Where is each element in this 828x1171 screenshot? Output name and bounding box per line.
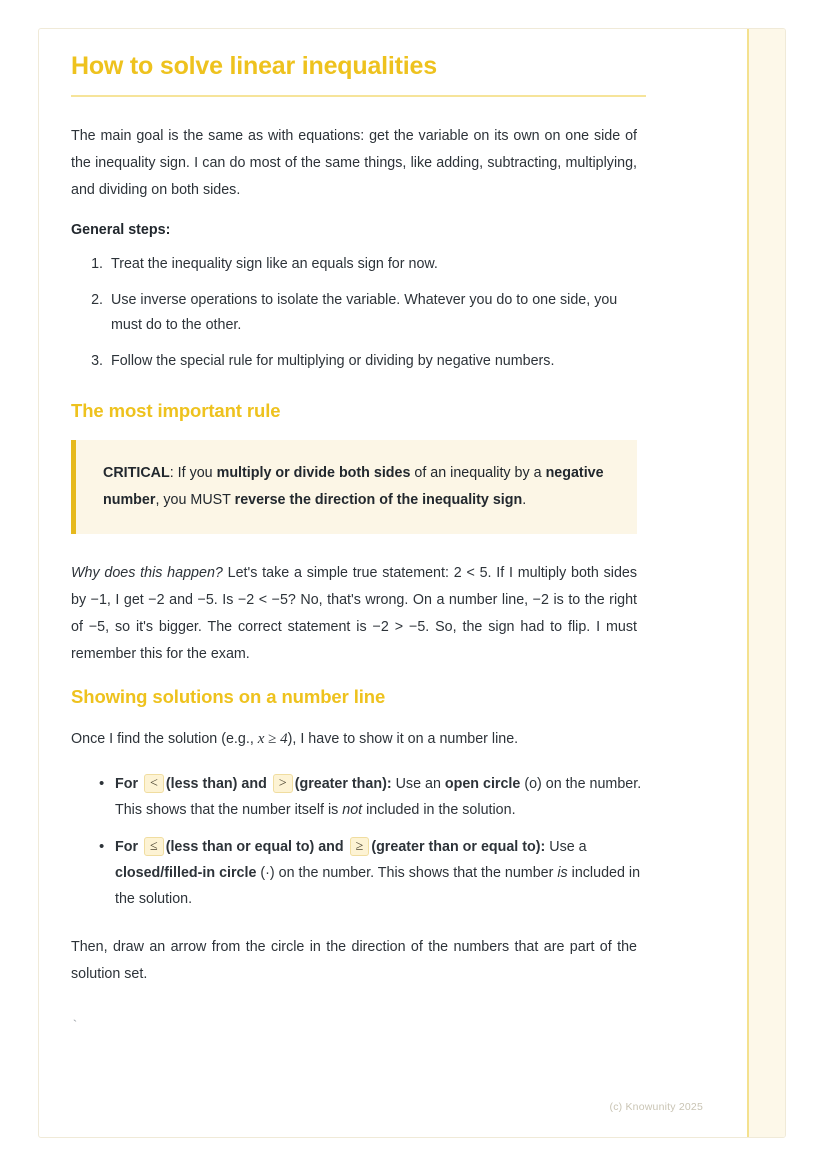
- bullet-text-1: Use an: [391, 776, 445, 792]
- bullet-text-3: included in the solution.: [362, 802, 516, 818]
- numberline-intro: [71, 726, 637, 753]
- bullet-for-label: For: [115, 839, 139, 855]
- list-item: 1. Treat the inequality sign like an equals sign for now.: [107, 252, 646, 277]
- list-item: 3. Follow the special rule for multiplying or dividing by negative numbers.: [107, 349, 646, 374]
- why-lead: Why does this happen?: [71, 565, 223, 581]
- bullet-mid-2: (greater than):: [294, 776, 392, 792]
- callout-text-3: , you MUST: [155, 492, 235, 508]
- bullet-mid-1: (less than) and: [165, 776, 267, 792]
- callout-text: [103, 460, 611, 514]
- list-item: 2. Use inverse operations to isolate the variable. Whatever you do to one side, you must do to the other.: [107, 288, 646, 338]
- callout-text-2: of an inequality by a: [410, 465, 546, 481]
- circle-rules-list: [71, 771, 646, 912]
- general-steps-label: General steps:: [71, 222, 171, 238]
- bullet-for-label: For: [115, 776, 139, 792]
- callout-bold-2: negative number: [103, 465, 604, 508]
- bullet-bold-1: open circle: [444, 776, 521, 792]
- list-item: [101, 771, 646, 823]
- page-side-stripe: [747, 29, 785, 1137]
- stray-backtick: `: [71, 1018, 79, 1033]
- bullet-bold-1: closed/filled-in circle: [115, 865, 257, 881]
- section-heading-numberline: Showing solutions on a number line: [71, 686, 386, 707]
- numberline-intro-math: x ≥ 4: [257, 731, 288, 747]
- footer-credit: (c) Knowunity 2025: [609, 1101, 703, 1113]
- document-body: [39, 29, 749, 1137]
- numberline-intro-2: ), I have to show it on a number line.: [287, 731, 519, 747]
- callout-text-1: : If you: [169, 465, 217, 481]
- bullet-text-2: (·) on the number. This shows that the number: [256, 865, 558, 881]
- bullet-text-3: included in the solution.: [115, 865, 641, 907]
- symbol-less-than-or-equal: ≤: [144, 837, 164, 856]
- list-item: [101, 834, 646, 912]
- symbol-greater-than-or-equal: ≥: [350, 837, 370, 856]
- document-page: [38, 28, 786, 1138]
- bullet-text-1: Use a: [545, 839, 587, 855]
- why-paragraph: [71, 560, 637, 668]
- bullet-mid-2: (greater than or equal to):: [371, 839, 546, 855]
- bullet-ital-1: not: [342, 802, 363, 818]
- symbol-less-than: <: [144, 774, 164, 793]
- callout-bold-1: multiply or divide both sides: [216, 465, 411, 481]
- title-divider: [71, 95, 646, 97]
- bullet-ital-1: is: [557, 865, 568, 881]
- page-title: How to solve linear inequalities: [71, 52, 437, 80]
- critical-callout: [71, 440, 637, 534]
- callout-text-4: .: [522, 492, 527, 508]
- bullet-text-2: (o) on the number. This shows that the number itself is: [115, 776, 642, 818]
- general-steps-list: [71, 252, 646, 374]
- callout-label: CRITICAL: [103, 465, 170, 481]
- symbol-greater-than: >: [273, 774, 293, 793]
- numberline-intro-1: Once I find the solution (e.g.,: [71, 731, 258, 747]
- callout-bold-3: reverse the direction of the inequality sign: [234, 492, 523, 508]
- intro-paragraph: The main goal is the same as with equations: get the variable on its own on one side of the inequality sign. I can do most of the same things, like adding, subtracting, multiplying, and dividing on both sides.: [71, 128, 637, 198]
- section-heading-rule: The most important rule: [71, 400, 281, 421]
- why-body: Let's take a simple true statement: 2 < 5. If I multiply both sides by −1, I get −2 and −5. Is −2 < −5? No, that's wrong. On a number line, −2 is to the right of −5, so it's bigger. The correct statement is −2 > −5. So, the sign had to flip. I must remember this for the exam.: [71, 565, 637, 662]
- bullet-mid-1: (less than or equal to) and: [165, 839, 344, 855]
- closing-paragraph: Then, draw an arrow from the circle in the direction of the numbers that are part of the solution set.: [71, 939, 637, 982]
